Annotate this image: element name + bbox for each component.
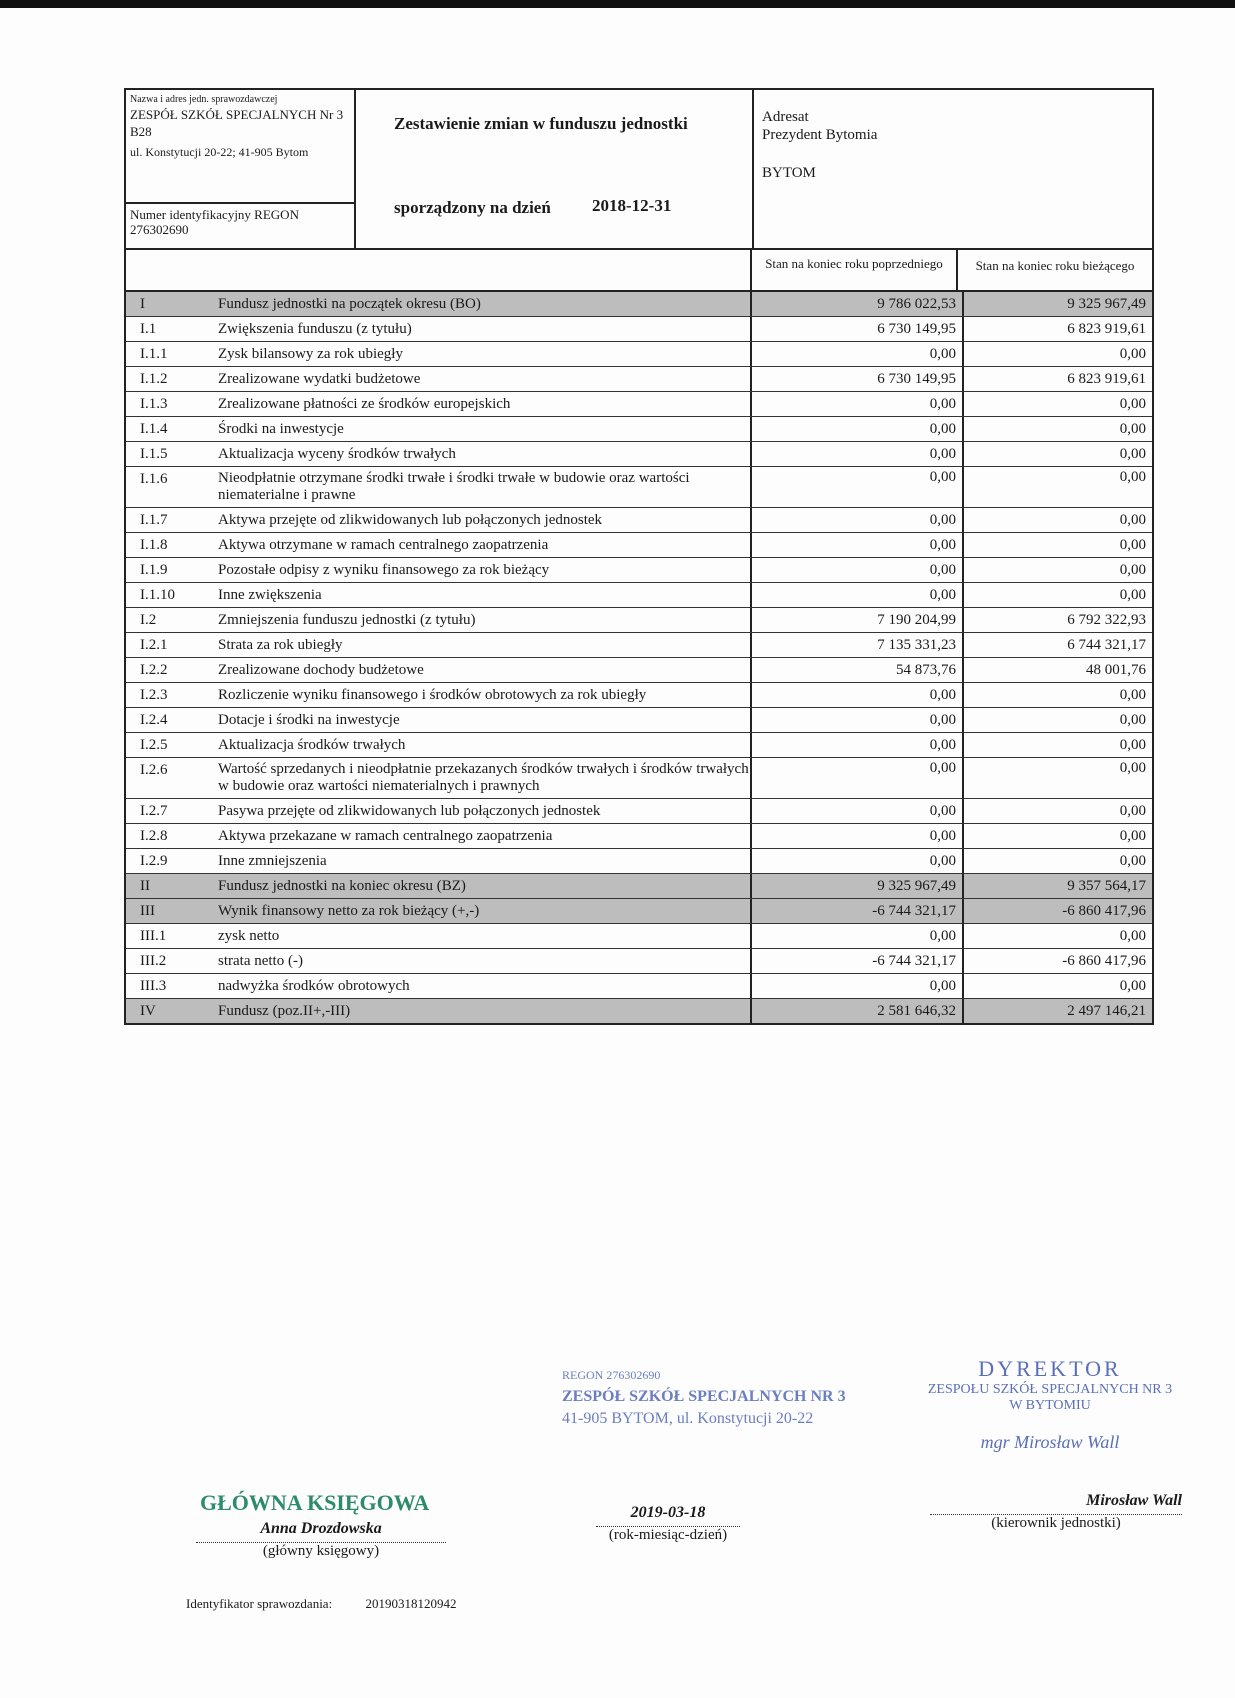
row-code: I.1.8 xyxy=(140,537,168,553)
row-code: I.1.6 xyxy=(140,471,168,487)
row-code: I.2.9 xyxy=(140,853,168,869)
row-prev-value: 0,00 xyxy=(752,392,964,416)
table-row xyxy=(126,974,1152,999)
row-code: I.2.8 xyxy=(140,828,168,844)
unit-name-box xyxy=(126,90,354,204)
accountant-signature xyxy=(196,1520,446,1560)
director-stamp xyxy=(900,1356,1200,1453)
row-code: I.2.4 xyxy=(140,712,168,728)
addressee-city: BYTOM xyxy=(762,165,816,181)
row-prev-value: 0,00 xyxy=(752,824,964,848)
identifier-label: Identyfikator sprawozdania: xyxy=(186,1596,333,1611)
row-prev-value: 0,00 xyxy=(752,442,964,466)
table-row xyxy=(126,924,1152,949)
row-label: Dotacje i środki na inwestycje xyxy=(218,708,752,732)
row-prev-value: 9 325 967,49 xyxy=(752,874,964,898)
row-label: Aktywa przejęte od zlikwidowanych lub połączonych jednostek xyxy=(218,508,752,532)
row-curr-value: 0,00 xyxy=(1119,828,1146,844)
row-label: Fundusz jednostki na koniec okresu (BZ) xyxy=(218,874,752,898)
row-prev-value: 0,00 xyxy=(752,583,964,607)
row-prev-value: 7 190 204,99 xyxy=(752,608,964,632)
scan-top-edge xyxy=(0,0,1235,8)
row-label: Strata za rok ubiegły xyxy=(218,633,752,657)
identifier-value: 20190318120942 xyxy=(365,1596,457,1611)
row-prev-value: 2 581 646,32 xyxy=(752,999,964,1023)
row-code: I.1.5 xyxy=(140,446,168,462)
table-row xyxy=(126,417,1152,442)
row-code: I.1.7 xyxy=(140,512,168,528)
row-label: Aktualizacja środków trwałych xyxy=(218,733,752,757)
stamp-regon: REGON 276302690 xyxy=(562,1368,661,1382)
row-code: I.2.1 xyxy=(140,637,168,653)
row-code: I.1.4 xyxy=(140,421,168,437)
table-row xyxy=(126,824,1152,849)
row-code: I.2.5 xyxy=(140,737,168,753)
row-code: I.2.6 xyxy=(140,762,168,778)
row-curr-value: 9 357 564,17 xyxy=(1067,878,1146,894)
row-curr-value: 0,00 xyxy=(1119,928,1146,944)
row-prev-value: -6 744 321,17 xyxy=(752,899,964,923)
row-prev-value: 0,00 xyxy=(752,508,964,532)
table-row xyxy=(126,733,1152,758)
row-label: Aktualizacja wyceny środków trwałych xyxy=(218,442,752,466)
row-label: Pozostałe odpisy z wyniku finansowego za rok bieżący xyxy=(218,558,752,582)
table-row xyxy=(126,849,1152,874)
table-row xyxy=(126,533,1152,558)
row-label: Nieodpłatnie otrzymane środki trwałe i środki trwałe w budowie oraz wartości niematerialne i prawne xyxy=(218,467,752,507)
report-title-box xyxy=(356,90,754,248)
table-row xyxy=(126,392,1152,417)
row-code: I.1.1 xyxy=(140,346,168,362)
fund-table xyxy=(124,292,1154,1025)
row-curr-value: -6 860 417,96 xyxy=(1062,953,1146,969)
row-label: Wynik finansowy netto za rok bieżący (+,-) xyxy=(218,899,752,923)
row-code: I.2.3 xyxy=(140,687,168,703)
table-row xyxy=(126,317,1152,342)
row-prev-value: 0,00 xyxy=(752,799,964,823)
row-curr-value: 0,00 xyxy=(1119,421,1146,437)
row-prev-value: 0,00 xyxy=(752,974,964,998)
unit-name: ZESPÓŁ SZKÓŁ SPECJALNYCH Nr 3 B28 xyxy=(130,107,344,139)
row-prev-value: 54 873,76 xyxy=(752,658,964,682)
table-row xyxy=(126,367,1152,392)
addressee: Prezydent Bytomia xyxy=(762,127,878,143)
row-code: III.3 xyxy=(140,978,167,994)
row-curr-value: 48 001,76 xyxy=(1086,662,1146,678)
row-curr-value: 0,00 xyxy=(1119,587,1146,603)
unit-info xyxy=(126,90,356,248)
row-code: I.1.10 xyxy=(140,587,175,603)
row-label: strata netto (-) xyxy=(218,949,752,973)
table-row xyxy=(126,608,1152,633)
row-curr-value: 6 744 321,17 xyxy=(1067,637,1146,653)
addressee-label: Adresat xyxy=(762,109,809,125)
row-curr-value: 0,00 xyxy=(1119,469,1146,485)
row-prev-value: 0,00 xyxy=(752,849,964,873)
head-signature xyxy=(930,1492,1182,1532)
row-label: Zmniejszenia funduszu jednostki (z tytułu) xyxy=(218,608,752,632)
director-city: W BYTOMIU xyxy=(1009,1398,1091,1413)
table-row xyxy=(126,949,1152,974)
date-label: sporządzony na dzień xyxy=(394,198,551,217)
row-curr-value: 6 823 919,61 xyxy=(1067,321,1146,337)
head-role: (kierownik jednostki) xyxy=(991,1515,1121,1531)
row-code: III xyxy=(140,903,155,919)
row-curr-value: 6 823 919,61 xyxy=(1067,371,1146,387)
row-curr-value: 0,00 xyxy=(1119,853,1146,869)
regon-label: Numer identyfikacyjny REGON xyxy=(130,207,299,222)
regon-box xyxy=(126,204,354,248)
stamp-address: 41-905 BYTOM, ul. Konstytucji 20-22 xyxy=(562,1410,814,1427)
row-curr-value: 0,00 xyxy=(1119,737,1146,753)
table-row xyxy=(126,442,1152,467)
row-curr-value: 0,00 xyxy=(1119,978,1146,994)
row-prev-value: 9 786 022,53 xyxy=(752,292,964,316)
row-curr-value: 0,00 xyxy=(1119,346,1146,362)
accountant-name: Anna Drozdowska xyxy=(196,1520,446,1543)
row-curr-value: 0,00 xyxy=(1119,562,1146,578)
col-curr-header: Stan na koniec roku bieżącego xyxy=(975,258,1135,273)
row-curr-value: 0,00 xyxy=(1119,396,1146,412)
report-header xyxy=(124,88,1154,250)
table-row xyxy=(126,708,1152,733)
row-code: I.2.7 xyxy=(140,803,168,819)
stamp-school: ZESPÓŁ SZKÓŁ SPECJALNYCH NR 3 xyxy=(562,1388,846,1405)
row-prev-value: 0,00 xyxy=(752,467,964,507)
row-label: Zrealizowane płatności ze środków europejskich xyxy=(218,392,752,416)
report-title: Zestawienie zmian w funduszu jednostki xyxy=(394,114,688,133)
col-prev-header: Stan na koniec roku poprzedniego xyxy=(752,250,958,290)
row-prev-value: 0,00 xyxy=(752,708,964,732)
row-prev-value: 0,00 xyxy=(752,558,964,582)
row-code: I.1.9 xyxy=(140,562,168,578)
row-code: IV xyxy=(140,1003,156,1019)
row-label: Zrealizowane dochody budżetowe xyxy=(218,658,752,682)
row-code: I.1.2 xyxy=(140,371,168,387)
director-org: ZESPOŁU SZKÓŁ SPECJALNYCH NR 3 xyxy=(927,1382,1173,1397)
date-role: (rok-miesiąc-dzień) xyxy=(608,1527,728,1543)
table-row xyxy=(126,758,1152,799)
table-row xyxy=(126,292,1152,317)
row-code: I.1.3 xyxy=(140,396,168,412)
table-row xyxy=(126,899,1152,924)
row-curr-value: 0,00 xyxy=(1119,446,1146,462)
row-curr-value: 2 497 146,21 xyxy=(1067,1003,1146,1019)
row-label: Rozliczenie wyniku finansowego i środków obrotowych za rok ubiegły xyxy=(218,683,752,707)
report-sheet xyxy=(124,88,1154,1025)
row-curr-value: 0,00 xyxy=(1119,803,1146,819)
unit-caption: Nazwa i adres jedn. sprawozdawczej xyxy=(130,94,278,105)
row-label: Aktywa przekazane w ramach centralnego zaopatrzenia xyxy=(218,824,752,848)
row-prev-value: 0,00 xyxy=(752,342,964,366)
row-label: Środki na inwestycje xyxy=(218,417,752,441)
row-curr-value: 6 792 322,93 xyxy=(1067,612,1146,628)
table-row xyxy=(126,342,1152,367)
addressee-box xyxy=(754,90,1152,248)
row-label: Zwiększenia funduszu (z tytułu) xyxy=(218,317,752,341)
row-curr-value: 0,00 xyxy=(1119,760,1146,776)
table-row xyxy=(126,467,1152,508)
row-prev-value: 0,00 xyxy=(752,533,964,557)
column-headers xyxy=(124,250,1154,292)
date-signature xyxy=(596,1504,740,1544)
row-code: I.2 xyxy=(140,612,157,628)
row-label: zysk netto xyxy=(218,924,752,948)
table-row xyxy=(126,583,1152,608)
row-curr-value: -6 860 417,96 xyxy=(1062,903,1146,919)
row-prev-value: 7 135 331,23 xyxy=(752,633,964,657)
head-name: Mirosław Wall xyxy=(930,1492,1182,1515)
regon-value: 276302690 xyxy=(130,222,189,237)
director-name: mgr Mirosław Wall xyxy=(980,1432,1120,1452)
row-code: III.1 xyxy=(140,928,167,944)
row-prev-value: 0,00 xyxy=(752,683,964,707)
row-label: Zysk bilansowy za rok ubiegły xyxy=(218,342,752,366)
report-identifier xyxy=(186,1596,456,1612)
signature-date: 2019-03-18 xyxy=(596,1504,740,1527)
table-row xyxy=(126,799,1152,824)
row-prev-value: 0,00 xyxy=(752,733,964,757)
row-code: II xyxy=(140,878,150,894)
row-label: Aktywa otrzymane w ramach centralnego zaopatrzenia xyxy=(218,533,752,557)
director-title: DYREKTOR xyxy=(978,1356,1122,1381)
row-code: I.2.2 xyxy=(140,662,168,678)
row-curr-value: 0,00 xyxy=(1119,537,1146,553)
row-label: Fundusz jednostki na początek okresu (BO) xyxy=(218,292,752,316)
unit-address: ul. Konstytucji 20-22; 41-905 Bytom xyxy=(130,145,309,159)
row-label: Inne zmniejszenia xyxy=(218,849,752,873)
row-curr-value: 9 325 967,49 xyxy=(1067,296,1146,312)
accountant-stamp: GŁÓWNA KSIĘGOWA xyxy=(200,1490,430,1515)
row-prev-value: 0,00 xyxy=(752,924,964,948)
table-row xyxy=(126,558,1152,583)
row-label: Wartość sprzedanych i nieodpłatnie przekazanych środków trwałych i środków trwałych w budowie oraz wartości niematerialnych i prawnych xyxy=(218,758,752,798)
table-row xyxy=(126,999,1152,1023)
row-label: Zrealizowane wydatki budżetowe xyxy=(218,367,752,391)
report-date: 2018-12-31 xyxy=(592,196,672,215)
row-curr-value: 0,00 xyxy=(1119,712,1146,728)
table-row xyxy=(126,874,1152,899)
table-row xyxy=(126,508,1152,533)
row-curr-value: 0,00 xyxy=(1119,512,1146,528)
table-row xyxy=(126,683,1152,708)
table-row xyxy=(126,633,1152,658)
table-row xyxy=(126,658,1152,683)
row-prev-value: -6 744 321,17 xyxy=(752,949,964,973)
accountant-role: (główny księgowy) xyxy=(262,1543,380,1559)
row-code: I.1 xyxy=(140,321,157,337)
row-code: I xyxy=(140,296,145,312)
row-label: Inne zwiększenia xyxy=(218,583,752,607)
row-label: Fundusz (poz.II+,-III) xyxy=(218,999,752,1023)
row-label: Pasywa przejęte od zlikwidowanych lub połączonych jednostek xyxy=(218,799,752,823)
header-blank xyxy=(126,250,752,290)
row-prev-value: 0,00 xyxy=(752,758,964,798)
school-stamp xyxy=(562,1364,846,1430)
row-prev-value: 6 730 149,95 xyxy=(752,367,964,391)
row-label: nadwyżka środków obrotowych xyxy=(218,974,752,998)
row-prev-value: 6 730 149,95 xyxy=(752,317,964,341)
row-code: III.2 xyxy=(140,953,167,969)
row-curr-value: 0,00 xyxy=(1119,687,1146,703)
row-prev-value: 0,00 xyxy=(752,417,964,441)
